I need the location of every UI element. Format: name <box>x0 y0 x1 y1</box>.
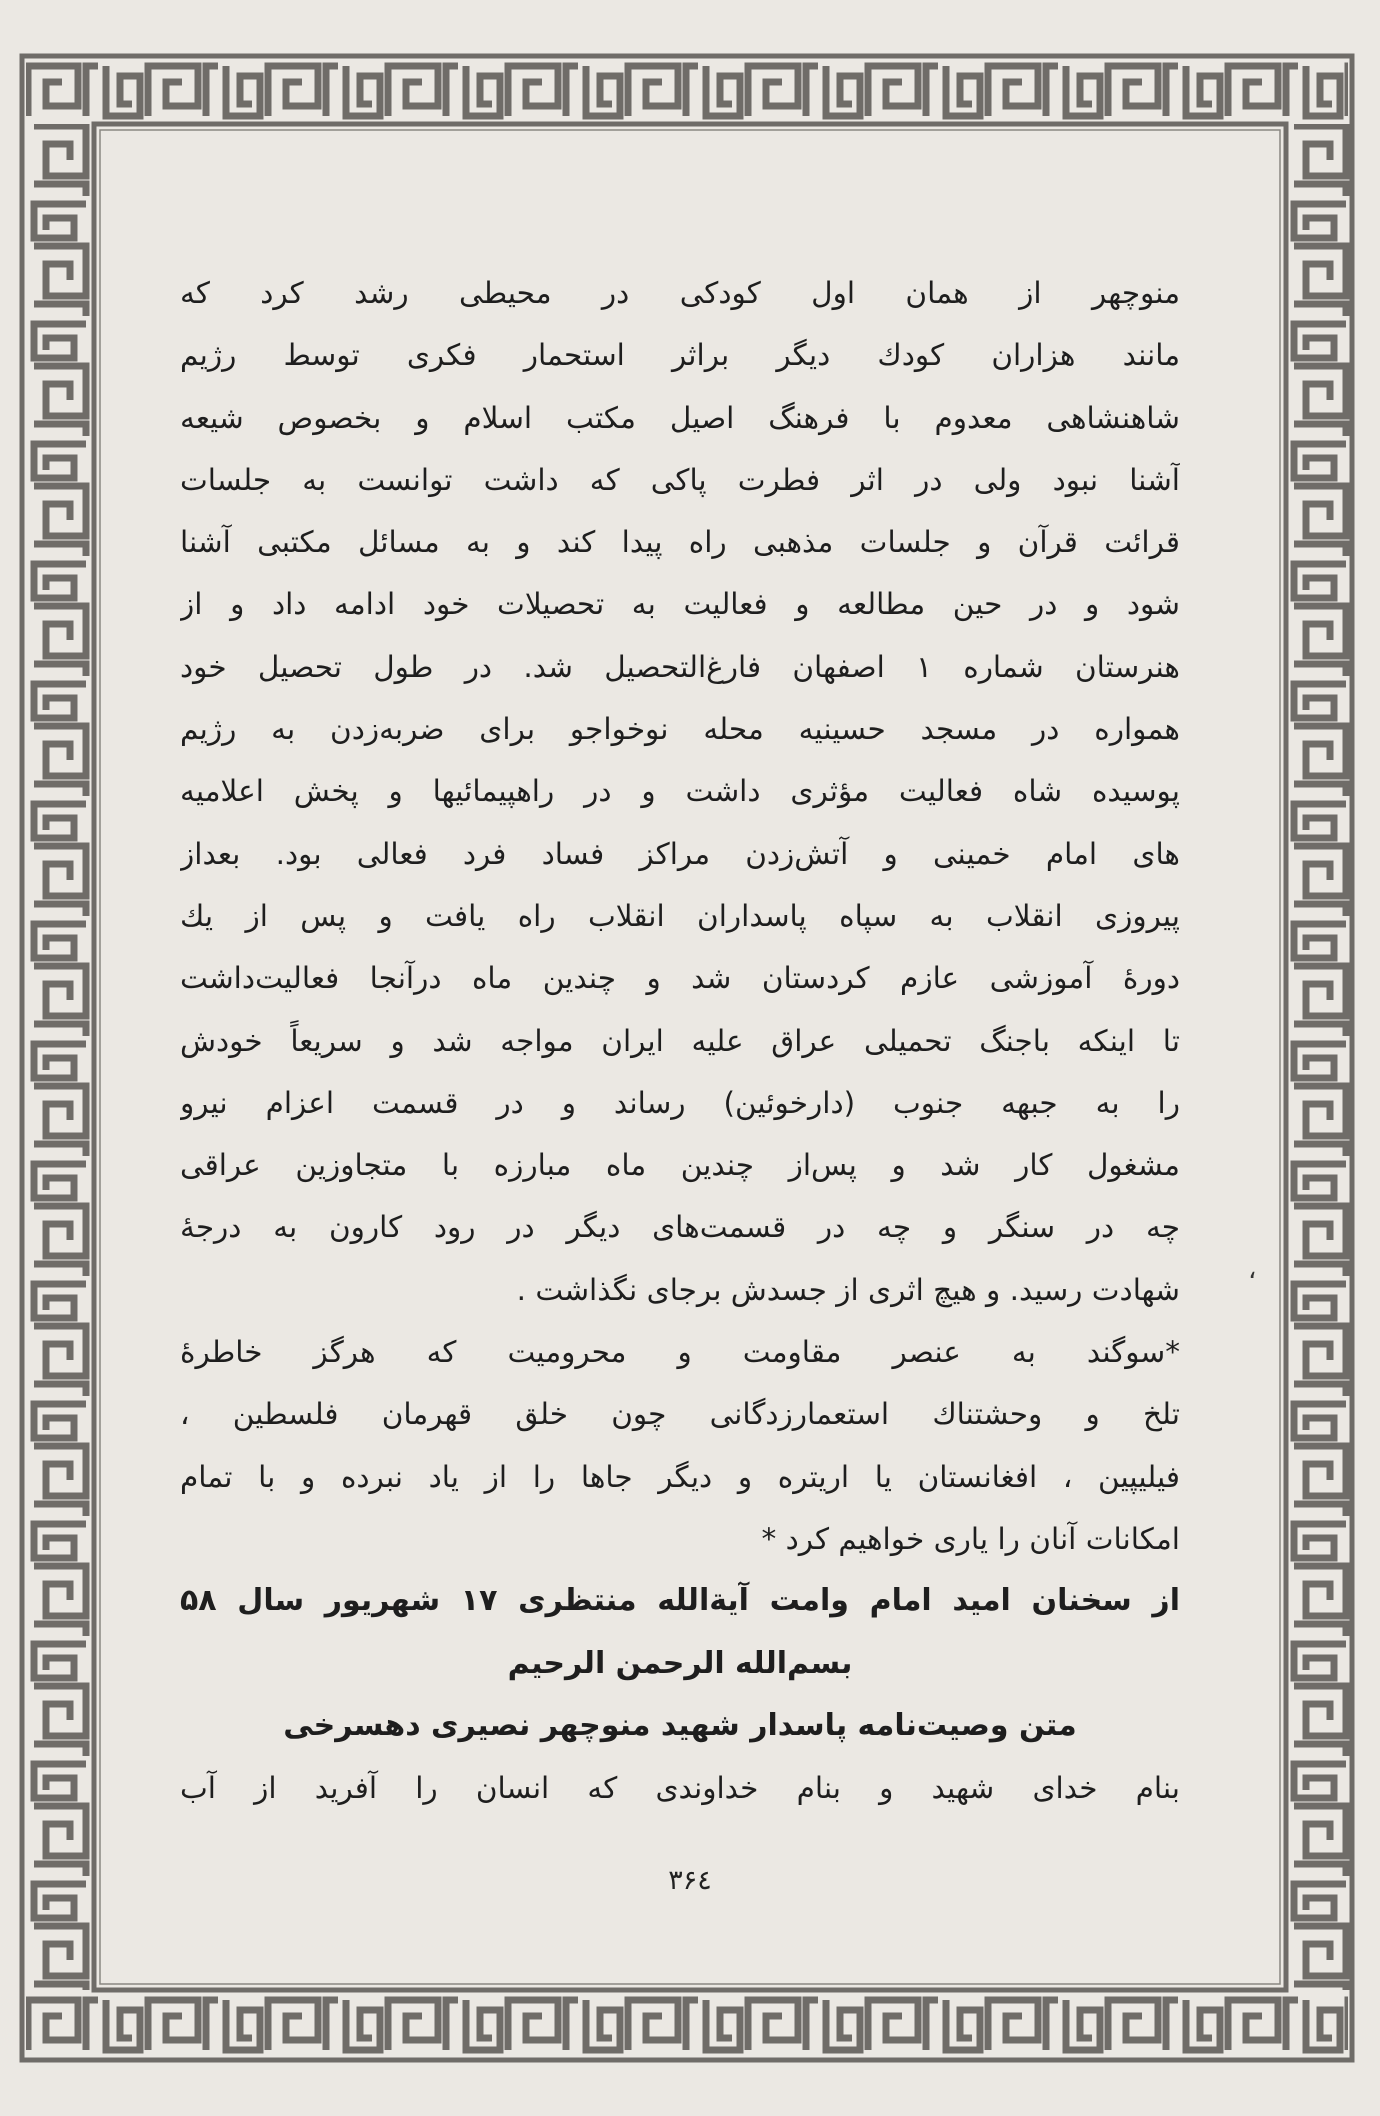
text-line: پیروزی انقلاب به سپاه پاسداران انقلاب راه یافت و پس از یك <box>180 898 1180 933</box>
text-line: شود و در حین مطالعه و فعالیت به تحصیلات خود ادامه داد و از <box>180 587 1180 622</box>
text-line: مشغول کار شد و پس‌از چندین ماه مبارزه با متجاوزین عراقی <box>180 1148 1180 1183</box>
biography-paragraph <box>180 262 1180 1321</box>
text-line: تا اینکه باجنگ تحمیلی عراق علیه ایران مواجه شد و سریعاً خودش <box>180 1023 1180 1058</box>
bismillah-heading: بسم‌الله الرحمن الرحیم <box>507 1645 853 1681</box>
text-line: شهادت رسید. و هیچ اثری از جسدش برجای نگذاشت . <box>516 1272 1180 1307</box>
text-line: منوچهر از همان اول کودکی در محیطی رشد کرد که <box>180 276 1180 310</box>
text-line: چه در سنگر و چه در قسمت‌های دیگر در رود کارون به درجهٔ <box>180 1210 1180 1245</box>
page-number: ۳۶٤ <box>668 1865 712 1896</box>
text-line: شاهنشاهی معدوم با فرهنگ اصیل مکتب اسلام و بخصوص شیعه <box>180 400 1180 435</box>
will-first-line: بنام خدای شهید و بنام خداوندی که انسان را آفرید از آب <box>180 1771 1180 1806</box>
quote-source: از سخنان امید امام وامت آیةالله منتظری ۱۷ شهریور سال ۵۸ <box>180 1583 1180 1619</box>
margin-mark: ، <box>1248 1255 1257 1285</box>
text-line: قرائت قرآن و جلسات مذهبی راه پیدا کند و به مسائل مکتبی آشنا <box>180 525 1180 560</box>
will-title: متن وصیت‌نامه پاسدار شهید منوچهر نصیری دهسرخی <box>283 1707 1077 1743</box>
text-line: هنرستان شماره ۱ اصفهان فارغ‌التحصیل شد. در طول تحصیل خود <box>180 649 1180 684</box>
quote-line: تلخ و وحشتناك استعمارزدگانی چون خلق قهرمان فلسطین ، <box>180 1397 1180 1432</box>
page-text-block <box>180 262 1180 1862</box>
text-line: مانند هزاران کودك دیگر براثر استحمار فکری توسط رژیم <box>180 338 1180 373</box>
text-line: دورهٔ آموزشی عازم کردستان شد و چندین ماه درآنجا فعالیت‌داشت <box>180 961 1180 996</box>
quote-line: فیلیپین ، افغانستان یا اریتره و دیگر جاها را از یاد نبرده و با تمام <box>180 1459 1180 1494</box>
quote-line: امکانات آنان را یاری خواهیم کرد * <box>761 1521 1180 1556</box>
quote-line: *سوگند به عنصر مقاومت و محرومیت که هرگز خاطرهٔ <box>180 1335 1180 1370</box>
text-line: پوسیده شاه فعالیت مؤثری داشت و در راهپیمائیها و پخش اعلامیه‌ <box>180 774 1180 809</box>
quote-paragraph <box>180 1321 1180 1570</box>
text-line: های امام خمینی و آتش‌زدن مراکز فساد فرد فعالی بود. بعداز <box>180 836 1180 871</box>
text-line: آشنا نبود ولی در اثر فطرت پاکی که داشت توانست به جلسات <box>180 462 1180 497</box>
text-line: را به جبهه جنوب (دارخوئین) رساند و در قسمت اعزام نیرو <box>180 1085 1180 1120</box>
text-line: همواره در مسجد حسینیه محله نوخواجو برای ضربه‌زدن به رژیم <box>180 712 1180 747</box>
